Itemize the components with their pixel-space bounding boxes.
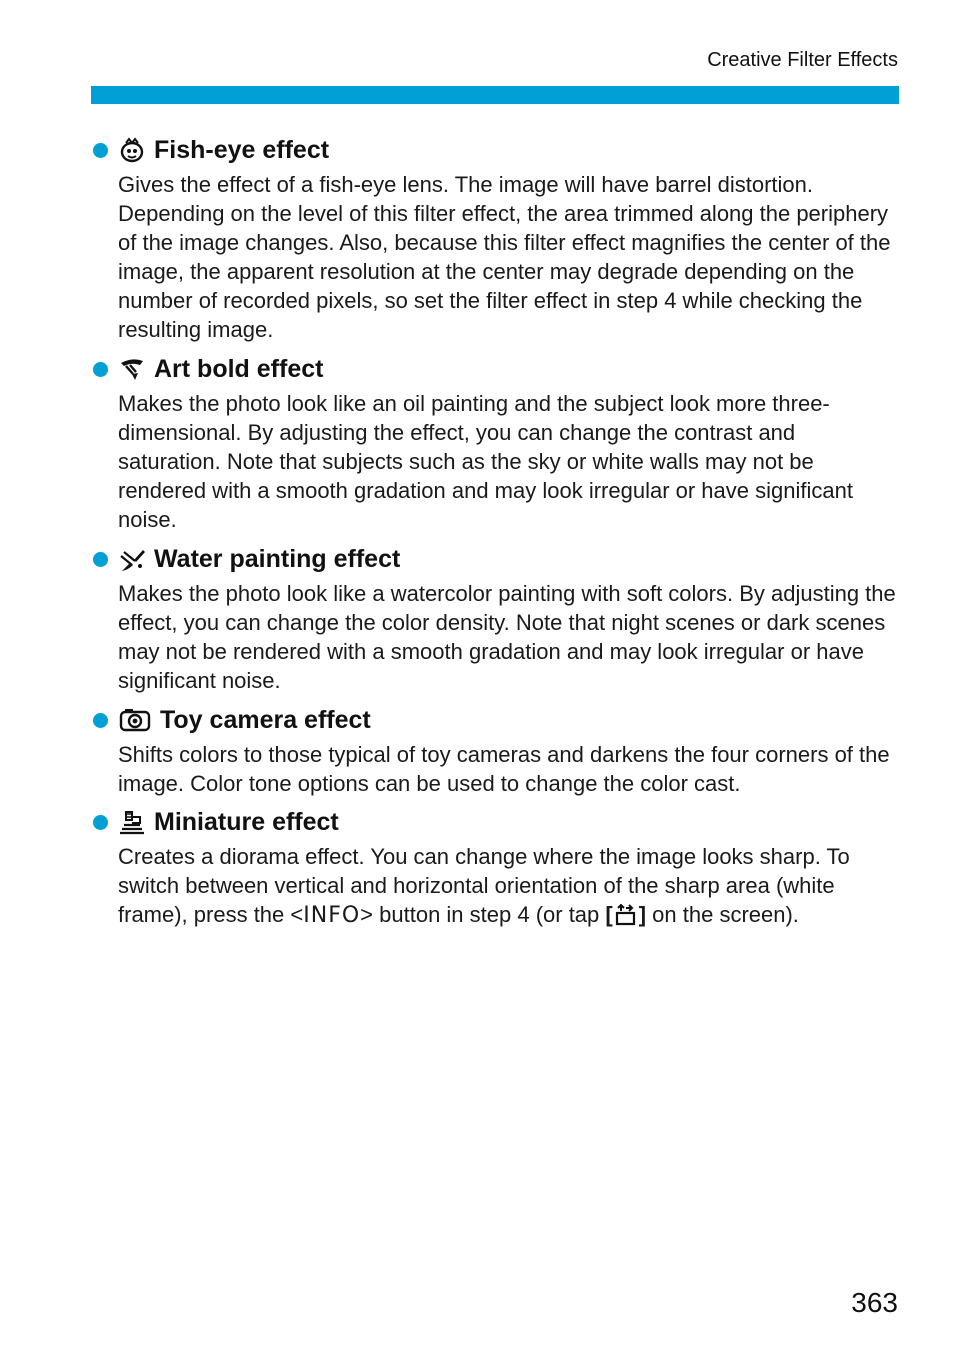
- art-bold-icon: [118, 355, 146, 383]
- section-fish-eye: [91, 133, 903, 344]
- section-heading: [91, 703, 903, 737]
- body-text-part2: > button in step 4 (or tap: [360, 901, 606, 927]
- bullet-icon: [93, 815, 108, 830]
- section-miniature: [91, 805, 903, 931]
- orientation-switch-icon: [614, 904, 638, 926]
- bullet-icon: [93, 713, 108, 728]
- section-title: Fish-eye effect: [154, 135, 330, 164]
- miniature-icon: [118, 808, 146, 836]
- section-body: Shifts colors to those typical of toy cameras and darkens the four corners of the image. Color tone options can be used to change the color cast.: [118, 742, 890, 796]
- bullet-icon: [93, 143, 108, 158]
- water-painting-icon: [118, 545, 146, 573]
- section-title: Miniature effect: [154, 807, 339, 836]
- sharp-area-orientation-icon: [605, 901, 646, 930]
- fish-eye-icon: [118, 136, 146, 164]
- section-heading: [91, 805, 903, 839]
- section-heading: [91, 133, 903, 167]
- section-body: [118, 843, 903, 931]
- section-title: Art bold effect: [154, 354, 324, 383]
- bullet-icon: [93, 552, 108, 567]
- body-text-part1: Creates a diorama effect. You can change where the image looks sharp. To switch between vertical and horizontal orientation of the sharp area (white frame), press the <: [118, 844, 850, 927]
- bullet-icon: [93, 362, 108, 377]
- section-title: Toy camera effect: [160, 705, 371, 734]
- section-body: Makes the photo look like a watercolor painting with soft colors. By adjusting the effect, you can change the color density. Note that night scenes or dark scenes may not be rendered with a smooth gradation and may look irregular or have significant noise.: [118, 581, 896, 693]
- tap-bracket-close: ]: [638, 901, 647, 927]
- section-heading: [91, 542, 903, 576]
- page-number: 363: [851, 1287, 898, 1318]
- toy-camera-icon: [118, 706, 152, 734]
- info-button-label: INFO: [303, 902, 361, 928]
- header-accent-bar: [91, 86, 899, 104]
- section-body: Makes the photo look like an oil painting and the subject look more three-dimensional. By adjusting the effect, you can change the contrast and saturation. Note that subjects such as the sky or white walls may not be rendered with a smooth gradation and may look irregular or have significant noise.: [118, 391, 853, 532]
- body-text-part3: on the screen).: [646, 901, 799, 927]
- tap-bracket-open: [: [605, 901, 613, 927]
- section-toy-camera: [91, 703, 903, 799]
- section-heading: [91, 352, 903, 386]
- section-title: Water painting effect: [154, 544, 401, 573]
- section-water-painting: [91, 542, 903, 696]
- running-header: Creative Filter Effects: [707, 49, 898, 71]
- section-body: Gives the effect of a fish-eye lens. The image will have barrel distortion. Depending on the level of this filter effect, the area trimmed along the periphery of the image changes. Also, because this filter effect magnifies the center of the image, the apparent resolution at the center may degrade depending on the number of recorded pixels, so set the filter effect in step 4 while checking the resulting image.: [118, 172, 891, 342]
- section-art-bold: [91, 352, 903, 535]
